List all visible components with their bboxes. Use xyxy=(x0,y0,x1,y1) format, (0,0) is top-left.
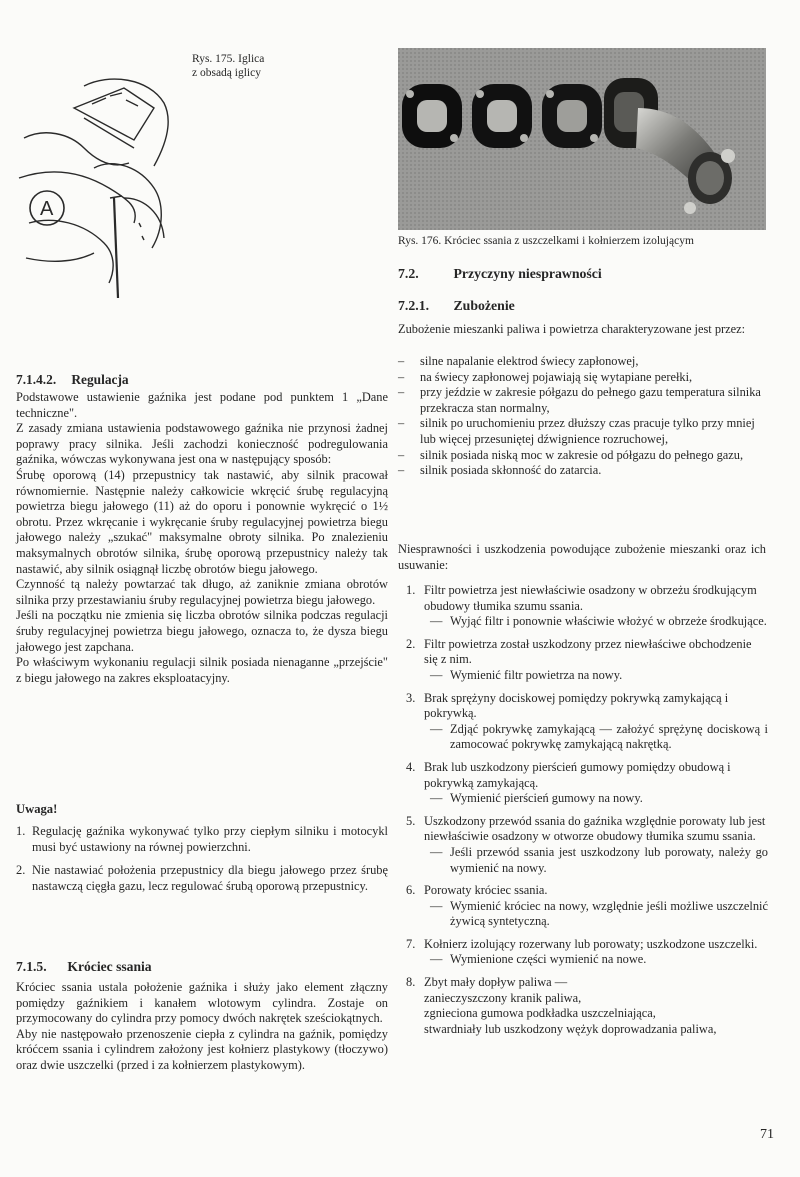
section-7142-heading xyxy=(16,372,129,388)
paragraph: Króciec ssania ustala położenie gaźnika i służy jako element złączny pomiędzy gaźnikiem i kanałem wlotowym cylindra. Zostaje on przymocowany do cylindra przy pomocy dwóch nakrętek sześciokątnych. xyxy=(16,980,388,1026)
list-item-text: Uszkodzony przewód ssania do gaźnika względnie porowaty lub jest niewłaściwie osadzony w otworze obudowy tłumika szumu ssania. xyxy=(424,813,766,844)
needle-holder-illustration xyxy=(14,48,199,303)
list-item-text: Zbyt mały dopływ paliwa — xyxy=(424,975,568,990)
section-72-number: 7.2. xyxy=(398,266,419,281)
list-item xyxy=(16,863,388,894)
paragraph: Podstawowe ustawienie gaźnika jest podane pod punktem 1 „Dane techniczne". xyxy=(16,390,388,420)
list-item-fix: Wyjąć filtr i ponownie właściwie włożyć w obrzeże środkujące. xyxy=(450,614,767,629)
list-item-number: 4. xyxy=(406,759,416,774)
section-715-body xyxy=(16,980,388,1074)
list-item: 2. Filtr powietrza został uszkodzony przez niewłaściwe obchodzenie się z nim. — Wymienić filtr powietrza na nowy. xyxy=(398,637,768,684)
list-item: 1. Filtr powietrza jest niewłaściwie osadzony w obrzeżu środkującym obudowy tłumika szumu ssania. — Wyjąć filtr i ponownie właściwie włożyć w obrzeże środkujące. xyxy=(398,583,768,630)
figure-175-caption xyxy=(192,52,264,80)
section-715-heading xyxy=(16,959,152,975)
list-item-text: silnik posiada skłonność do zatarcia. xyxy=(420,463,602,478)
list-item: – silnik posiada niską moc w zakresie od półgazu do pełnego gazu, xyxy=(398,448,766,464)
intake-manifold-photo xyxy=(398,48,766,230)
list-item-text: Porowaty króciec ssania. xyxy=(424,883,548,898)
list-item-text: Brak sprężyny dociskowej pomiędzy pokrywką zamykającą i pokrywką. xyxy=(424,690,729,721)
list-item-fix: Jeśli przewód ssania jest uszkodzony lub porowaty, należy go wymienić na nowy. xyxy=(450,844,768,875)
section-7142-number: 7.1.4.2. xyxy=(16,372,57,387)
paragraph: Śrubę oporową (14) przepustnicy tak nastawić, aby silnik pracował równomiernie. Następnie należy całkowicie wkręcić śrubę regulacyjną powietrza biegu jałowego (11) aż do oporu i ponownie wykręcić o 1½ obrotu. Przez wkręcanie i wykręcanie śruby regulacyjnej powietrza biegu jałowego należy „szukać" maksymalne obroty silnika. Po znalezieniu maksymalnych obrotów silnika, śrubę oporową przepustnicy należy tak nastawić, aby silnik osiągnął liczbę obrotów biegu jałowego. xyxy=(16,467,388,576)
list-item-fix: Zdjąć pokrywkę zamykającą — założyć sprężynę dociskową i zamocować pokrywkę zamykającą nakrętką. xyxy=(450,721,768,752)
list-item-number: 1. xyxy=(406,583,416,597)
list-item-text: przy jeździe w zakresie półgazu do pełnego gazu temperatura silnika przekracza stan normalny, xyxy=(420,385,761,415)
list-item: – silne napalanie elektrod świecy zapłonowej, xyxy=(398,354,766,370)
section-721-intro2: Niesprawności i uszkodzenia powodujące zubożenie mieszanki oraz ich usuwanie: xyxy=(398,542,766,572)
list-item-line: stwardniały lub uszkodzony wężyk doprowadzania paliwa, xyxy=(424,1021,717,1036)
paragraph: Jeśli na początku nie zmienia się liczba obrotów silnika podczas regulacji śruby regulacyjnej powietrza biegu jałowego, oznacza to, że dysza biegu jałowego jest zapchana. xyxy=(16,608,388,654)
paragraph: Czynność tą należy powtarzać tak długo, aż zaniknie zmiana obrotów silnika przy przestawianiu śruby regulacyjnej powietrza biegu jałowego. xyxy=(16,577,388,607)
list-item-text: Brak lub uszkodzony pierścień gumowy pomiędzy obudową i pokrywką zamykającą. xyxy=(424,759,731,790)
figure-175-caption-line1: Rys. 175. Iglica xyxy=(192,53,265,65)
list-item-text: Filtr powietrza został uszkodzony przez niewłaściwe obchodzenie się z nim. xyxy=(424,636,752,667)
section-72-heading xyxy=(398,266,602,282)
section-715-title: Króciec ssania xyxy=(67,959,152,974)
list-item-number: 2. xyxy=(16,863,26,878)
list-item-fix: Wymienić filtr powietrza na nowy. xyxy=(450,667,623,682)
list-item-text: Filtr powietrza jest niewłaściwie osadzony w obrzeżu środkującym obudowy tłumika szumu ssania. xyxy=(424,583,757,613)
warning-list xyxy=(16,824,388,902)
list-item xyxy=(398,975,768,1037)
list-item xyxy=(16,824,388,855)
list-item-text: silnik posiada niską moc w zakresie od półgazu do pełnego gazu, xyxy=(420,447,744,462)
list-item: 3. Brak sprężyny dociskowej pomiędzy pokrywką zamykającą i pokrywką. — Zdjąć pokrywkę zamykającą — założyć sprężynę dociskową i zamocować pokrywkę zamykającą nakrętką. xyxy=(398,691,768,753)
section-721-number: 7.2.1. xyxy=(398,298,430,313)
page-number: 71 xyxy=(760,1127,774,1142)
list-item-fix: Wymienić króciec na nowy, względnie jeśli możliwe uszczelnić żywicą syntetyczną. xyxy=(450,898,768,929)
list-item-number: 6. xyxy=(406,883,416,898)
list-item-line: zanieczyszczony kranik paliwa, xyxy=(424,990,582,1005)
symptom-list xyxy=(398,354,766,479)
list-item: 4. Brak lub uszkodzony pierścień gumowy pomiędzy obudową i pokrywką zamykającą. — Wymienić pierścień gumowy na nowy. xyxy=(398,760,768,807)
section-72-title: Przyczyny niesprawności xyxy=(453,266,602,281)
section-715-number: 7.1.5. xyxy=(16,959,47,974)
figure-176-caption: Rys. 176. Króciec ssania z uszczelkami i kołnierzem izolującym xyxy=(398,235,694,247)
list-item-fix: Wymienione części wymienić na nowe. xyxy=(450,952,647,967)
list-item: 6. Porowaty króciec ssania. — Wymienić króciec na nowy, względnie jeśli możliwe uszczelnić żywicą syntetyczną. xyxy=(398,883,768,930)
list-item-number: 5. xyxy=(406,813,416,828)
paragraph: Z zasady zmiana ustawienia podstawowego gaźnika nie przynosi żadnej poprawy pracy silnika. Jeśli zachodzi konieczność podregulowania gaźnika, wówczas wykonywana jest ona w następujący sposób: xyxy=(16,421,388,467)
list-item-text: Kołnierz izolujący rozerwany lub porowaty; uszkodzone uszczelki. xyxy=(424,936,758,951)
list-item-fix: Wymienić pierścień gumowy na nowy. xyxy=(450,791,643,806)
list-item-text: silnik po uruchomieniu przez dłuższy czas pracuje tylko przy mniej lub więcej przesuniętej dźwignience rozruchowej, xyxy=(420,416,755,446)
gaskets xyxy=(402,84,602,148)
list-item-text: Nie nastawiać położenia przepustnicy dla biegu jałowego przez śrubę nastawczą cięgła gazu, lecz regulować śrubą oporową przepustnicy. xyxy=(32,863,388,893)
section-7142-body xyxy=(16,390,388,686)
section-721-heading xyxy=(398,298,515,314)
figure-175-caption-line2: z obsadą iglicy xyxy=(192,67,261,79)
list-item-number: 7. xyxy=(406,936,416,951)
list-item: – przy jeździe w zakresie półgazu do pełnego gazu temperatura silnika przekracza stan normalny, xyxy=(398,385,766,416)
list-item: – na świecy zapłonowej pojawiają się wytapiane perełki, xyxy=(398,370,766,386)
section-721-intro: Zubożenie mieszanki paliwa i powietrza charakteryzowane jest przez: xyxy=(398,322,746,336)
cause-list xyxy=(398,583,768,1044)
paragraph: Po właściwym wykonaniu regulacji silnik posiada nienaganne „przejście" z biegu jałowego na zakres eksploatacyjny. xyxy=(16,655,388,685)
list-item-text: silne napalanie elektrod świecy zapłonowej, xyxy=(420,354,639,368)
list-item-line: zgnieciona gumowa podkładka uszczelniająca, xyxy=(424,1006,656,1021)
callout-label: A xyxy=(40,198,54,220)
list-item: 7. Kołnierz izolujący rozerwany lub porowaty; uszkodzone uszczelki. — Wymienione części wymienić na nowe. xyxy=(398,937,768,968)
list-item-number: 3. xyxy=(406,690,416,705)
list-item-number: 8. xyxy=(406,975,416,990)
list-item: – silnik posiada skłonność do zatarcia. xyxy=(398,463,766,479)
list-item-text: na świecy zapłonowej pojawiają się wytapiane perełki, xyxy=(420,369,693,384)
paragraph: Aby nie następowało przenoszenie ciepła z cylindra na gaźnik, pomiędzy króćcem ssania i cylindrem założony jest kołnierz plastykowy (tłoczywo) oraz dwie uszczelki (przed i za kołnierzem plastykowym). xyxy=(16,1026,388,1072)
list-item-number: 2. xyxy=(406,636,416,651)
section-7142-title: Regulacja xyxy=(71,372,129,387)
section-721-title: Zubożenie xyxy=(453,298,515,313)
list-item: – silnik po uruchomieniu przez dłuższy czas pracuje tylko przy mniej lub więcej przesuniętej dźwignience rozruchowej, xyxy=(398,416,766,447)
list-item-number: 1. xyxy=(16,824,26,838)
list-item-text: Regulację gaźnika wykonywać tylko przy ciepłym silniku i motocykl musi być ustawiony na równej powierzchni. xyxy=(32,824,388,854)
list-item: 5. Uszkodzony przewód ssania do gaźnika względnie porowaty lub jest niewłaściwie osadzony w otworze obudowy tłumika szumu ssania. — Jeśli przewód ssania jest uszkodzony lub porowaty, należy go wymienić na nowy. xyxy=(398,814,768,876)
warning-title: Uwaga! xyxy=(16,802,58,816)
